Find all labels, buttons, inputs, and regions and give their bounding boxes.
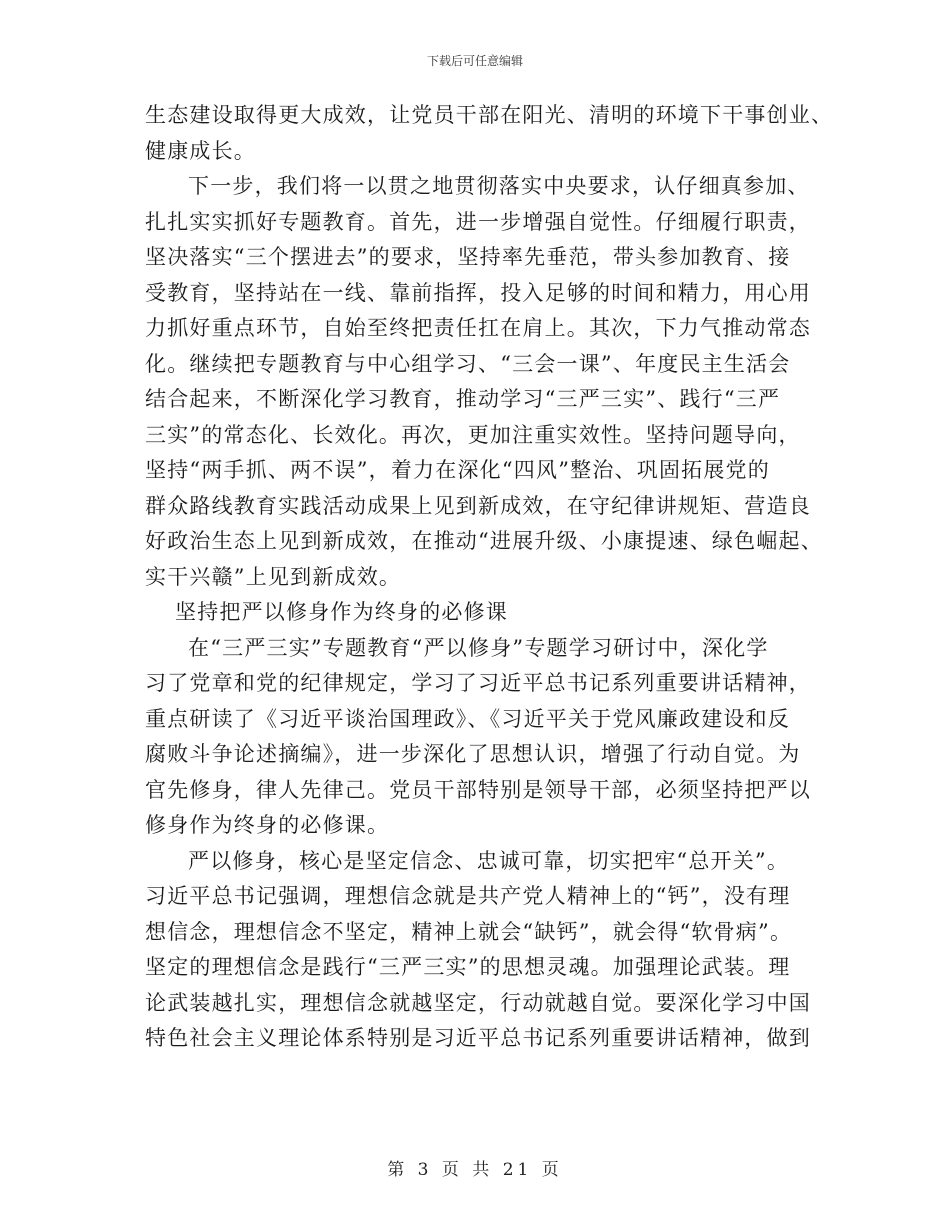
text-line: 群众路线教育实践活动成果上见到新成效，在守纪律讲规矩、营造良 <box>145 493 811 518</box>
text-line: 下一步，我们将一以贯之地贯彻落实中央要求，认仔细真参加、 <box>188 174 810 198</box>
text-line: 论武装越扎实，理想信念就越坚定，行动就越自觉。要深化学习中国 <box>145 990 811 1015</box>
text-line: 生态建设取得更大成效，让党员干部在阳光、清明的环境下干事创业、 <box>145 103 834 127</box>
text-line: 在“三严三实”专题教育“严以修身”专题学习研讨中，深化学 <box>188 635 769 660</box>
text-line: 力抓好重点环节，自始至终把责任扛在肩上。其次，下力气推动常态 <box>145 316 811 340</box>
text-line: 腐败斗争论述摘编》，进一步深化了思想认识，增强了行动自觉。为 <box>145 742 801 766</box>
document-body <box>145 98 834 1057</box>
text-line: 坚持“两手抓、两不误”，着力在深化“四风”整治、巩固拓展党的 <box>145 458 770 482</box>
text-line: 官先修身，律人先律己。党员干部特别是领导干部，必须坚持把严以 <box>145 777 811 802</box>
text-line: 实干兴赣”上见到新成效。 <box>145 564 402 589</box>
text-line: 结合起来，不断深化学习教育，推动学习“三严三实”、践行“三严 <box>145 387 781 411</box>
text-line: 重点研读了《习近平谈治国理政》、《习近平关于党风廉政建设和反 <box>145 706 790 731</box>
text-line: 三实”的常态化、长效化。再次，更加注重实效性。坚持问题导向， <box>145 422 801 447</box>
text-line: 习了党章和党的纪律规定，学习了习近平总书记系列重要讲话精神， <box>145 671 811 695</box>
text-line: 坚定的理想信念是践行“三严三实”的思想灵魂。加强理论武装。理 <box>145 955 791 979</box>
text-line: 特色社会主义理论体系特别是习近平总书记系列重要讲话精神，做到 <box>145 1026 811 1050</box>
text-line: 好政治生态上见到新成效，在推动“进展升级、小康提速、绿色崛起、 <box>145 529 823 553</box>
text-line: 严以修身，核心是坚定信念、忠诚可靠，切实把牢“总开关”。 <box>188 848 790 873</box>
text-line: 扎扎实实抓好专题教育。首先，进一步增强自觉性。仔细履行职责， <box>145 209 811 234</box>
text-line: 受教育，坚持站在一线、靠前指挥，投入足够的时间和精力，用心用 <box>145 280 811 305</box>
page-header: 下载后可任意编辑 <box>426 54 523 68</box>
text-line: 修身作为终身的必修课。 <box>145 813 390 837</box>
text-line: 坚决落实“三个摆进去”的要求，坚持率先垂范，带头参加教育、接 <box>145 245 791 269</box>
section-heading: 坚持把严以修身作为终身的必修课 <box>175 600 508 624</box>
text-line: 想信念，理想信念不坚定，精神上就会“缺钙”，就会得“软骨病”。 <box>145 919 793 944</box>
text-line: 化。继续把专题教育与中心组学习、“三会一课”、年度民主生活会 <box>145 351 791 376</box>
text-line: 健康成长。 <box>145 138 256 163</box>
page-footer: 第 3 页 共 21 页 <box>387 1160 563 1180</box>
text-line: 习近平总书记强调，理想信念就是共产党人精神上的“钙”，没有理 <box>145 884 791 908</box>
